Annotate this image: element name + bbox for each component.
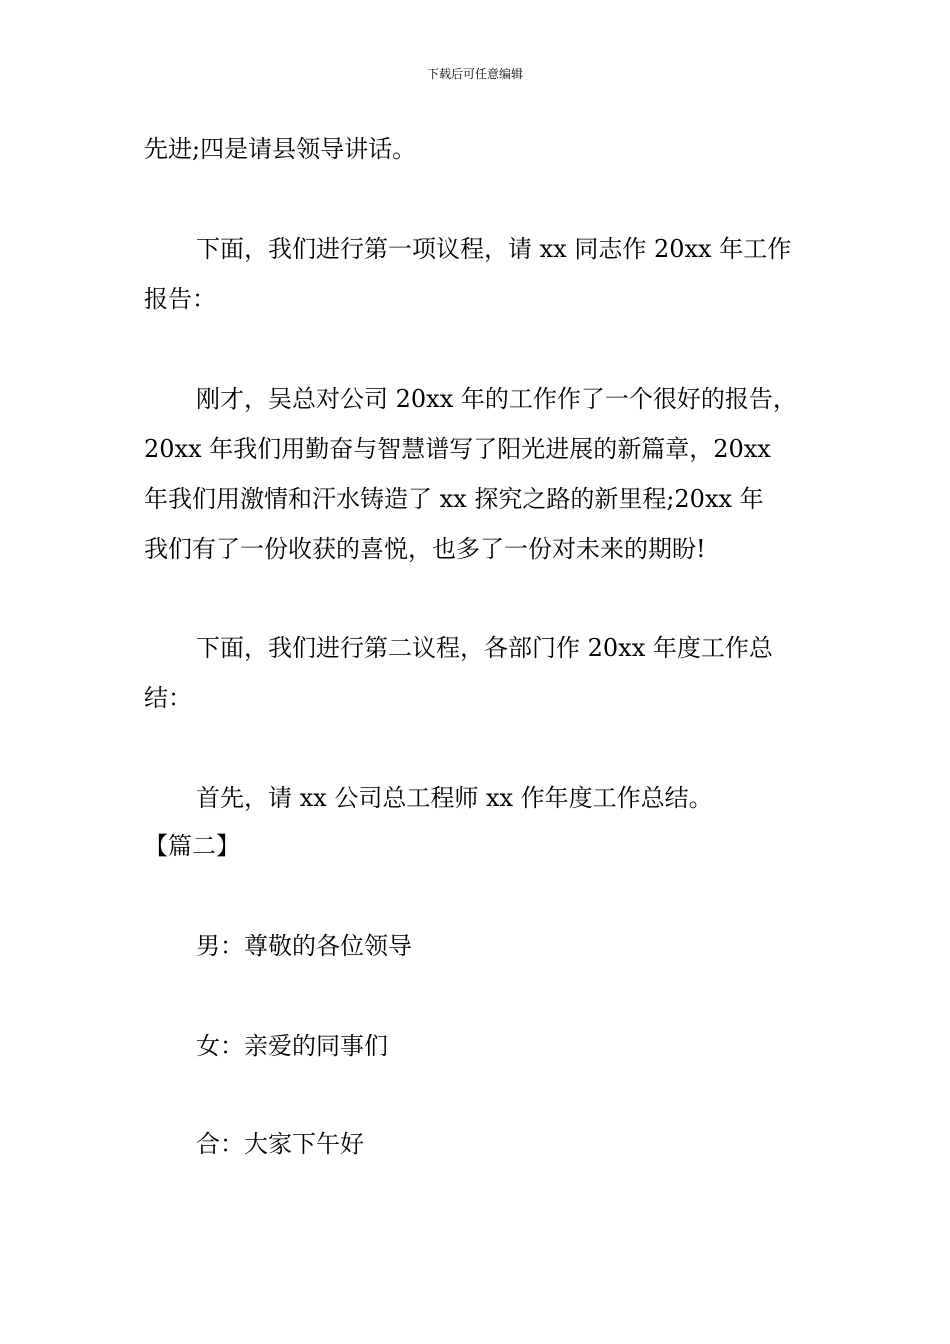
- text-line-10: 首先，请 xx 公司总工程师 xx 作年度工作总结。: [196, 784, 713, 812]
- text-line-5: 20xx 年我们用勤奋与智慧谱写了阳光进展的新篇章，20xx: [144, 435, 771, 463]
- text-line-8: 下面，我们进行第二议程，各部门作 20xx 年度工作总: [196, 634, 773, 662]
- text-line-7: 我们有了一份收获的喜悦，也多了一份对未来的期盼!: [144, 535, 706, 563]
- text-line-2: 下面，我们进行第一项议程，请 xx 同志作 20xx 年工作: [196, 235, 792, 263]
- text-line-4: 刚才，吴总对公司 20xx 年的工作作了一个很好的报告，: [196, 385, 797, 413]
- page-header: 下载后可任意编辑: [426, 67, 523, 81]
- dialogue-line-female: 女：亲爱的同事们: [196, 1032, 388, 1060]
- section-heading: 【篇二】: [144, 832, 240, 860]
- dialogue-line-together: 合：大家下午好: [196, 1130, 364, 1158]
- dialogue-line-male: 男：尊敬的各位领导: [196, 932, 412, 960]
- text-line-9: 结：: [144, 684, 192, 712]
- text-line-1: 先进;四是请县领导讲话。: [144, 135, 417, 163]
- text-line-6: 年我们用激情和汗水铸造了 xx 探究之路的新里程;20xx 年: [144, 485, 764, 513]
- text-line-3: 报告：: [144, 285, 216, 313]
